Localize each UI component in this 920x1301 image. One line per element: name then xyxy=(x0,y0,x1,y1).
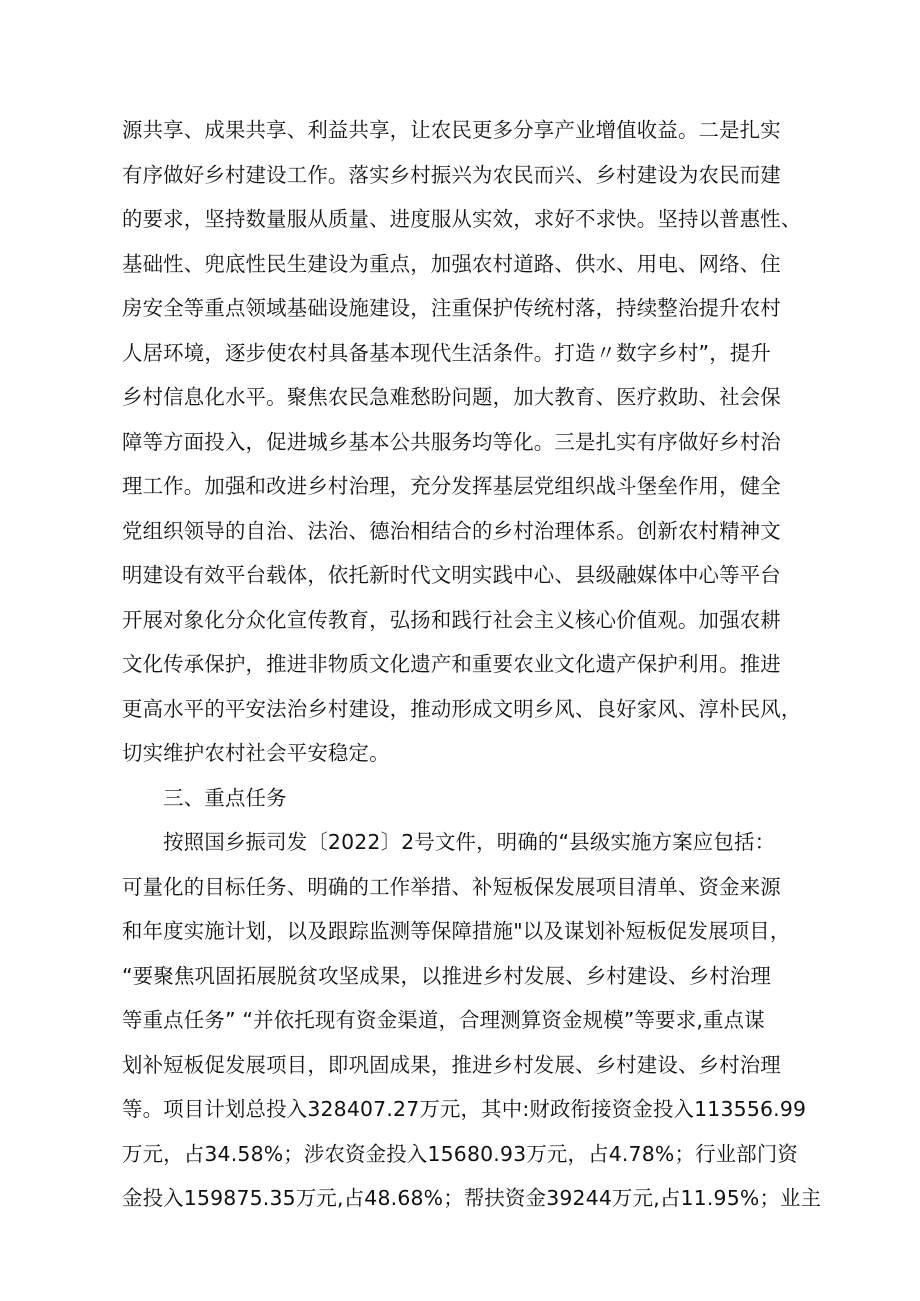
text-line: 切实维护农村社会平安稳定。 xyxy=(122,741,390,765)
text-line: 障等方面投入，促进城乡基本公共服务均等化。三是扎实有序做好乡村治 xyxy=(122,429,781,454)
text-line: 按照国乡振司发〔2022〕2号文件，明确的“县级实施方案应包括： xyxy=(122,830,776,854)
text-line: 人居环境，逐步使农村具备基本现代生活条件。打造〃数字乡村”，提升 xyxy=(122,340,772,365)
text-line: 文化传承保护，推进非物质文化遗产和重要农业文化遗产保护利用。推进 xyxy=(122,652,781,676)
text-line: 金投入159875.35万元,占48.68%；帮扶资金39244万元,占11.95%；业主 xyxy=(122,1186,822,1210)
text-line: 理工作。加强和改进乡村治理，充分发挥基层党组织战斗堡垒作用，健全 xyxy=(122,474,781,498)
text-line: 乡村信息化水平。聚焦农民急难愁盼问题，加大教育、医疗救助、社会保 xyxy=(122,385,781,409)
text-line: 和年度实施计划，以及跟踪监测等保障措施"以及谋划补短板促发展项目， xyxy=(122,919,791,943)
text-line: 有序做好乡村建设工作。落实乡村振兴为农民而兴、乡村建设为农民而建 xyxy=(122,162,781,187)
text-line: 党组织领导的自治、法治、德治相结合的乡村治理体系。创新农村精神文 xyxy=(122,518,781,543)
section-heading: 三、重点任务 xyxy=(122,785,287,810)
text-line: 开展对象化分众化宣传教育，弘扬和践行社会主义核心价值观。加强农耕 xyxy=(122,607,781,632)
text-line: 的要求，坚持数量服从质量、进度服从实效，求好不求快。坚持以普惠性、 xyxy=(122,207,802,231)
text-line: 划补短板促发展项目，即巩固成果，推进乡村发展、乡村建设、乡村治理 xyxy=(122,1052,781,1077)
text-line: 更高水平的平安法治乡村建设，推动形成文明乡风、良好家风、淳朴民风， xyxy=(122,696,802,721)
text-line: 万元，占34.58%；涉农资金投入15680.93万元，占4.78%；行业部门资 xyxy=(122,1141,799,1166)
text-line: 明建设有效平台载体，依托新时代文明实践中心、县级融媒体中心等平台 xyxy=(122,563,781,587)
text-line: 源共享、成果共享、利益共享，让农民更多分享产业增值收益。二是扎实 xyxy=(122,118,781,142)
text-line: 等重点任务” “并依托现有资金渠道，合理测算资金规模”等要求,重点谋 xyxy=(122,1008,765,1032)
text-line: 基础性、兜底性民生建设为重点，加强农村道路、供水、用电、网络、住 xyxy=(122,251,781,276)
text-line: 房安全等重点领域基础设施建设，注重保护传统村落，持续整治提升农村 xyxy=(122,296,781,320)
text-line: “要聚焦巩固拓展脱贫攻坚成果，以推进乡村发展、乡村建设、乡村治理 xyxy=(122,963,772,988)
text-line: 等。项目计划总投入328407.27万元，其中:财政衔接资金投入113556.99 xyxy=(122,1097,807,1121)
document-body-text xyxy=(122,108,822,1221)
text-line: 可量化的目标任务、明确的工作举措、补短板保发展项目清单、资金来源 xyxy=(122,874,781,899)
